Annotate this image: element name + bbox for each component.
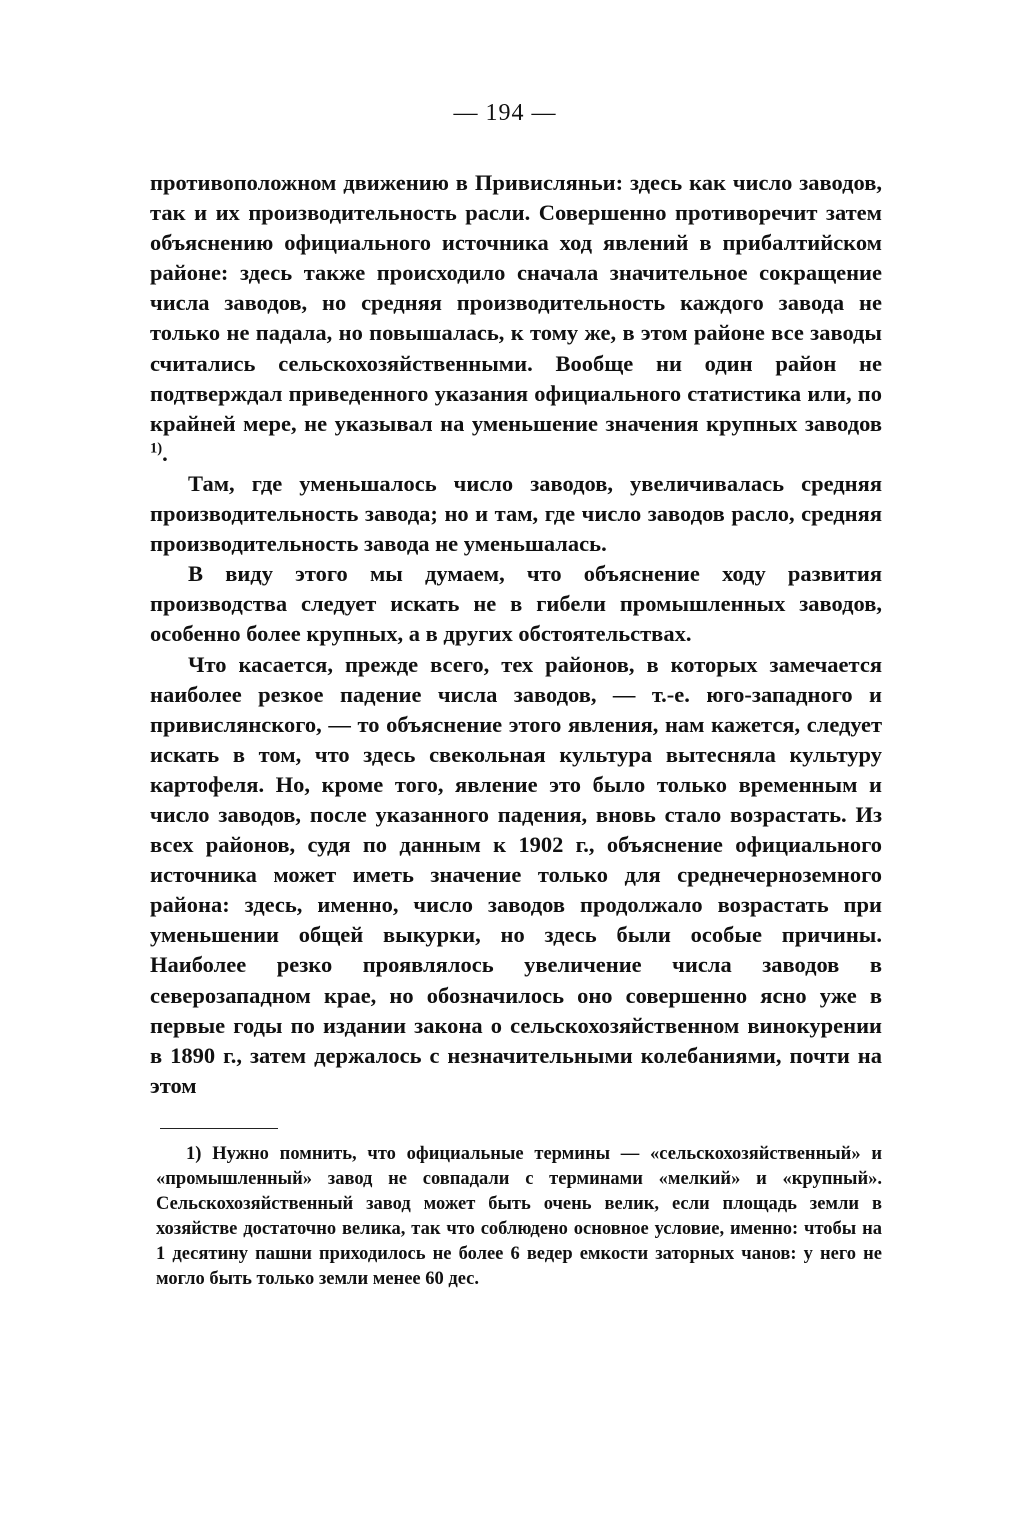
page-number: — 194 — [453,100,557,126]
paragraph-1 [150,168,882,469]
footnote-text: Нужно помнить, что официальные термины — «сельскохозяйственный» и «промышленный» завод не совпадали с терминами «мелкий» и «крупный». Сельскохозяйственный завод может быть очень велик, если площадь земли в хозяйстве достаточно велика, так что соблюдено основное условие, именно: чтобы на 1 десятину пашни приходилось не более 6 ведер емкости заторных чанов: у него не могло быть только земли менее 60 дес. [156,1144,883,1289]
footnote-reference: 1) [150,440,163,457]
main-text [150,168,882,1101]
paragraph-4: Что касается, прежде всего, тех районов, в которых замечается наиболее резкое падение числа заводов, — т.-е. юго-западного и привислянского, — то объяснение этого явления, нам кажется, следует искать в том, что здесь свекольная культура вытесняла культуру картофеля. Но, кроме того, явление это было только временным и число заводов, после указанного падения, вновь стало возрастать. Из всех районов, судя по данным к 1902 г., объяснение официального источника может иметь значение только для среднечерноземного района: здесь, именно, число заводов продолжало возрастать при уменьшении общей выкурки, но здесь были особые причины. Наиболее резко проявлялось увеличение числа заводов в северозападном крае, но обозначилось оно совершенно ясно уже в первые годы по издании закона о сельскохозяйственном винокурении в 1890 г., затем держалось с незначительными колебаниями, почти на этом [150,651,882,1098]
paragraph-1-end: . [162,440,168,466]
paragraph-3: В виду этого мы думаем, что объяснение ходу развития производства следует искать не в гибели промышленных заводов, особенно более крупных, а в других обстоятельствах. [150,561,882,647]
footnote-divider [160,1128,278,1129]
paragraph-2: Там, где уменьшалось число заводов, увеличивалась средняя производительность завода; но и там, где число заводов расло, средняя производительность завода не уменьшалась. [150,470,882,557]
footnote-paragraph [156,1142,882,1292]
paragraph-1-text: противоположном движению в Привисляньи: здесь как число заводов, так и их производительность расли. Совершенно противоречит затем объяснению официального источника ход явлений в прибалтийском районе: здесь также происходило сначала значительное сокращение числа заводов, но средняя производительность каждого завода не только не падала, но повышалась, к тому же, в этом районе все заводы считались сельскохозяйственными. Вообще ни один район не подтверждал приведенного указания официального статистика или, по крайней мере, не указывал на уменьшение значения крупных заводов [150,170,882,436]
footnote-marker: 1) [186,1144,202,1164]
footnote [156,1142,882,1292]
